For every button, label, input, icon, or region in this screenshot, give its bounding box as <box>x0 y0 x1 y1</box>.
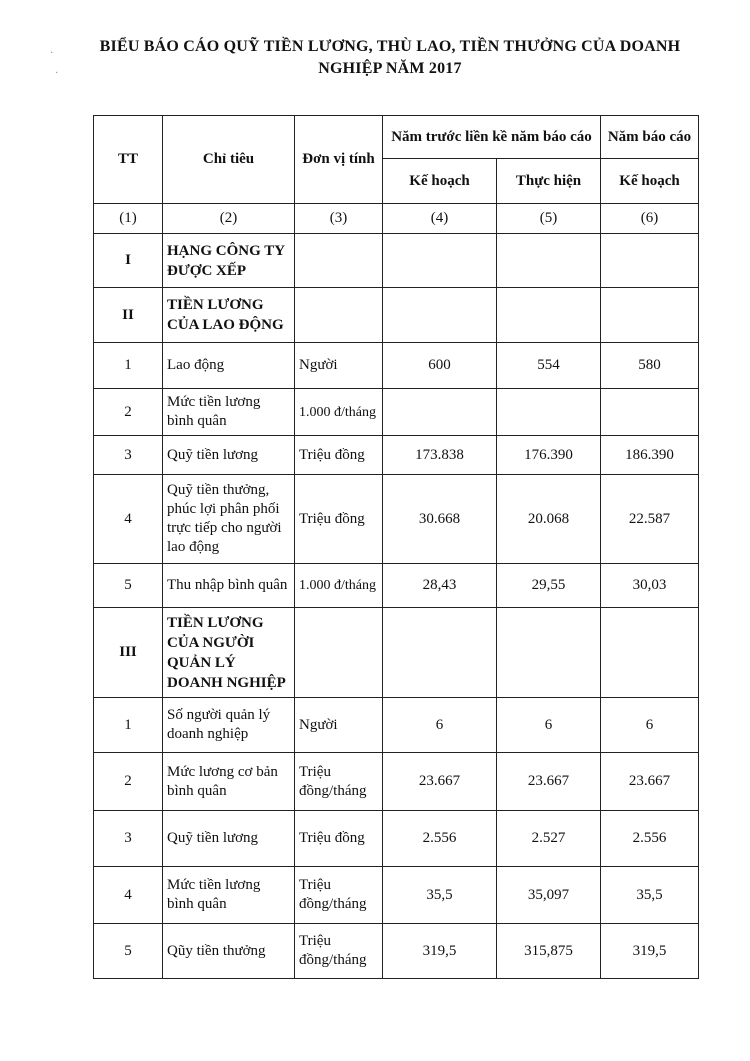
row-ke-hoach: 600 <box>383 343 497 389</box>
row-thuc-hien: 20.068 <box>497 475 601 564</box>
header-tt: TT <box>94 116 163 204</box>
row-bao-cao: 580 <box>601 343 699 389</box>
table-row <box>94 698 699 753</box>
col-number: (2) <box>163 204 295 234</box>
col-number: (4) <box>383 204 497 234</box>
row-bao-cao: 319,5 <box>601 924 699 979</box>
col-number: (6) <box>601 204 699 234</box>
salary-report-table <box>93 115 699 979</box>
row-thuc-hien: 6 <box>497 698 601 753</box>
row-unit: Người <box>295 343 383 389</box>
section-number: II <box>94 288 163 343</box>
row-bao-cao <box>601 389 699 436</box>
table-row <box>94 924 699 979</box>
header-nam-bao-cao: Năm báo cáo <box>601 116 699 159</box>
section-row <box>94 234 699 288</box>
header-thuc-hien: Thực hiện <box>497 159 601 204</box>
table-row <box>94 436 699 475</box>
row-ke-hoach: 173.838 <box>383 436 497 475</box>
row-bao-cao: 35,5 <box>601 867 699 924</box>
row-thuc-hien: 23.667 <box>497 753 601 811</box>
row-tt: 4 <box>94 475 163 564</box>
row-unit: Triệu đồng/tháng <box>295 867 383 924</box>
scan-mark: · <box>50 48 54 59</box>
scan-mark: · <box>55 68 59 79</box>
row-bao-cao: 23.667 <box>601 753 699 811</box>
header-ke-hoach: Kế hoạch <box>383 159 497 204</box>
col-number: (3) <box>295 204 383 234</box>
row-tt: 4 <box>94 867 163 924</box>
header-row <box>94 116 699 159</box>
row-tt: 3 <box>94 811 163 867</box>
table-row <box>94 343 699 389</box>
row-bao-cao: 6 <box>601 698 699 753</box>
section-label: TIỀN LƯƠNG CỦA NGƯỜI QUẢN LÝ DOANH NGHIỆP <box>163 608 295 698</box>
row-tt: 1 <box>94 698 163 753</box>
row-label: Lao động <box>163 343 295 389</box>
row-unit: Triệu đồng <box>295 436 383 475</box>
row-label: Qũy tiền thưởng <box>163 924 295 979</box>
header-don-vi: Đơn vị tính <box>295 116 383 204</box>
row-thuc-hien: 2.527 <box>497 811 601 867</box>
row-ke-hoach: 30.668 <box>383 475 497 564</box>
row-thuc-hien: 554 <box>497 343 601 389</box>
row-ke-hoach: 319,5 <box>383 924 497 979</box>
row-label: Thu nhập bình quân <box>163 564 295 608</box>
row-ke-hoach: 35,5 <box>383 867 497 924</box>
row-bao-cao: 22.587 <box>601 475 699 564</box>
row-unit: Triệu đồng <box>295 811 383 867</box>
table-row <box>94 389 699 436</box>
section-label: TIỀN LƯƠNG CỦA LAO ĐỘNG <box>163 288 295 343</box>
table-row <box>94 564 699 608</box>
row-ke-hoach <box>383 389 497 436</box>
row-thuc-hien: 35,097 <box>497 867 601 924</box>
table-row <box>94 867 699 924</box>
title-line-1: BIỂU BÁO CÁO QUỸ TIỀN LƯƠNG, THÙ LAO, TIỀN THƯỞNG CỦA DOANH <box>99 38 681 55</box>
row-tt: 2 <box>94 389 163 436</box>
header-chi-tieu: Chỉ tiêu <box>163 116 295 204</box>
row-ke-hoach: 2.556 <box>383 811 497 867</box>
document-title <box>70 36 710 80</box>
row-label: Quỹ tiền lương <box>163 436 295 475</box>
row-ke-hoach: 6 <box>383 698 497 753</box>
row-ke-hoach: 23.667 <box>383 753 497 811</box>
row-bao-cao: 186.390 <box>601 436 699 475</box>
col-number: (5) <box>497 204 601 234</box>
row-label: Số người quản lý doanh nghiệp <box>163 698 295 753</box>
numbering-row <box>94 204 699 234</box>
section-number: III <box>94 608 163 698</box>
row-unit: 1.000 đ/tháng <box>295 564 383 608</box>
header-nam-truoc: Năm trước liền kề năm báo cáo <box>383 116 601 159</box>
row-tt: 5 <box>94 924 163 979</box>
row-label: Quỹ tiền thưởng, phúc lợi phân phối trực tiếp cho người lao động <box>163 475 295 564</box>
row-thuc-hien: 315,875 <box>497 924 601 979</box>
row-tt: 1 <box>94 343 163 389</box>
title-line-2: NGHIỆP NĂM 2017 <box>318 60 462 77</box>
row-label: Mức lương cơ bản bình quân <box>163 753 295 811</box>
row-unit: Triệu đồng <box>295 475 383 564</box>
row-thuc-hien: 29,55 <box>497 564 601 608</box>
row-unit: Triệu đồng/tháng <box>295 924 383 979</box>
row-label: Mức tiền lương bình quân <box>163 389 295 436</box>
table-row <box>94 811 699 867</box>
table-row <box>94 753 699 811</box>
table-row <box>94 475 699 564</box>
section-label: HẠNG CÔNG TY ĐƯỢC XẾP <box>163 234 295 288</box>
row-label: Quỹ tiền lương <box>163 811 295 867</box>
section-row <box>94 288 699 343</box>
row-unit: 1.000 đ/tháng <box>295 389 383 436</box>
row-tt: 2 <box>94 753 163 811</box>
row-thuc-hien <box>497 389 601 436</box>
col-number: (1) <box>94 204 163 234</box>
row-ke-hoach: 28,43 <box>383 564 497 608</box>
row-label: Mức tiền lương bình quân <box>163 867 295 924</box>
row-tt: 5 <box>94 564 163 608</box>
section-number: I <box>94 234 163 288</box>
header-ke-hoach-bc: Kế hoạch <box>601 159 699 204</box>
row-unit: Triệu đồng/tháng <box>295 753 383 811</box>
section-row <box>94 608 699 698</box>
row-tt: 3 <box>94 436 163 475</box>
row-bao-cao: 2.556 <box>601 811 699 867</box>
row-bao-cao: 30,03 <box>601 564 699 608</box>
row-thuc-hien: 176.390 <box>497 436 601 475</box>
row-unit: Người <box>295 698 383 753</box>
